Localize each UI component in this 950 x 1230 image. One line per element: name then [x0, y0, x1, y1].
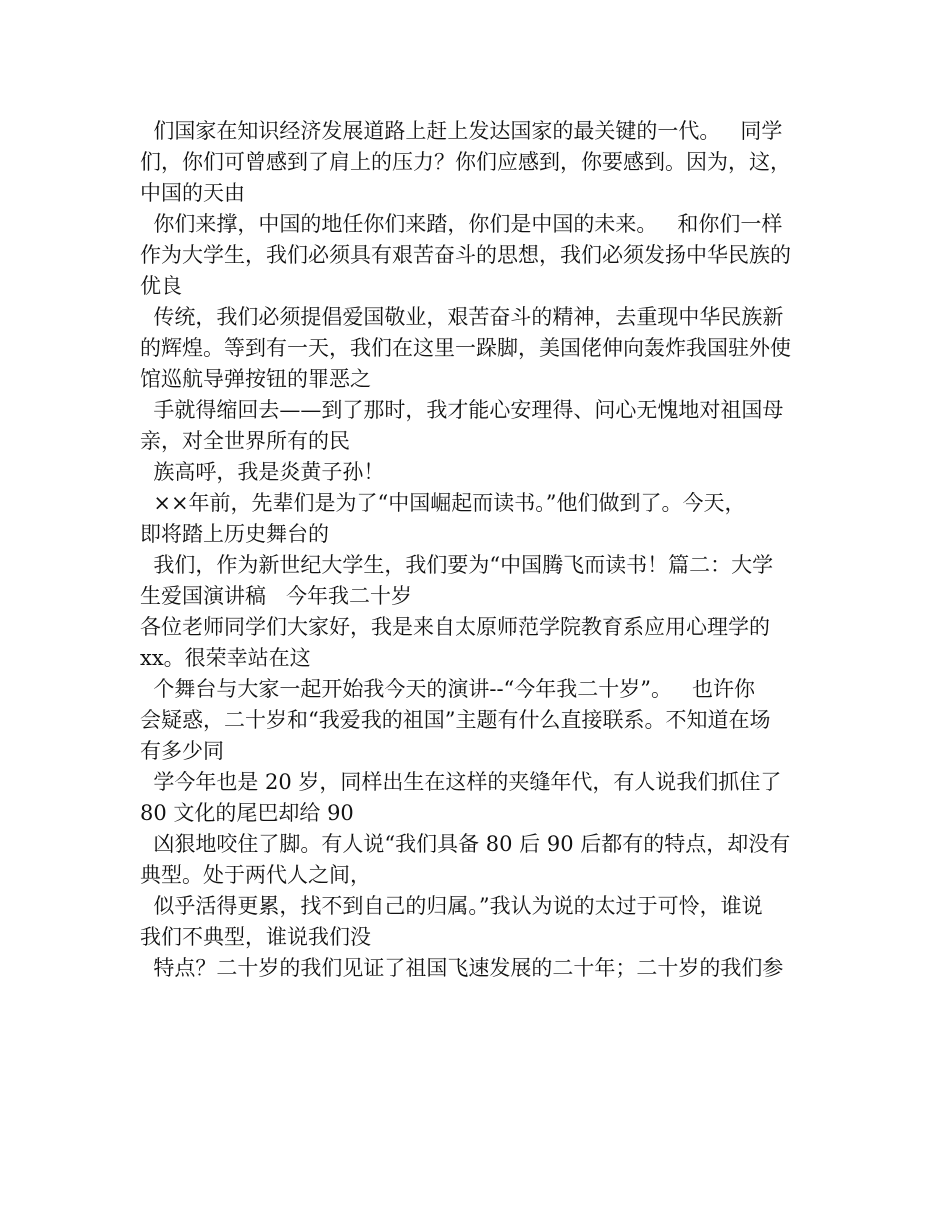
text-line: 典型。处于两代人之间， — [140, 863, 371, 887]
text-line: 会疑惑，二十岁和“我爱我的祖国”主题有什么直接联系。不知道在场 — [140, 708, 771, 732]
text-line: 凶狠地咬住了脚。有人说“我们具备 80 后 90 后都有的特点，却没有 — [140, 832, 791, 856]
text-line: 馆巡航导弹按钮的罪恶之 — [140, 367, 371, 391]
text-line: 似乎活得更累，找不到自己的归属。”我认为说的太过于可怜，谁说 — [140, 894, 763, 918]
text-line: 们，你们可曾感到了肩上的压力？你们应感到，你要感到。因为，这， — [140, 150, 791, 174]
text-line: 即将踏上历史舞台的 — [140, 522, 329, 546]
text-line: 各位老师同学们大家好，我是来自太原师范学院教育系应用心理学的 — [140, 615, 770, 639]
text-line: 特点？二十岁的我们见证了祖国飞速发展的二十年；二十岁的我们参 — [140, 956, 784, 980]
text-line: 个舞台与大家一起开始我今天的演讲--“今年我二十岁”。 也许你 — [140, 677, 756, 701]
text-line: 亲，对全世界所有的民 — [140, 429, 350, 453]
text-line: 优良 — [140, 274, 182, 298]
body-text — [140, 116, 820, 984]
text-line: 传统，我们必须提倡爱国敬业，艰苦奋斗的精神，去重现中华民族新 — [140, 305, 784, 329]
text-line: ××年前，先辈们是为了“中国崛起而读书。”他们做到了。今天， — [140, 491, 746, 515]
text-line: 我们，作为新世纪大学生，我们要为“中国腾飞而读书！篇二：大学 — [140, 553, 774, 577]
text-line: 我们不典型，谁说我们没 — [140, 925, 371, 949]
text-line: 中国的天由 — [140, 181, 245, 205]
text-line: xx。很荣幸站在这 — [140, 646, 311, 670]
text-line: 族高呼，我是炎黄子孙！ — [140, 460, 385, 484]
text-line: 生爱国演讲稿 今年我二十岁 — [140, 584, 413, 608]
text-line: 手就得缩回去——到了那时，我才能心安理得、问心无愧地对祖国母 — [140, 398, 784, 422]
text-line: 们国家在知识经济发展道路上赶上发达国家的最关键的一代。 同学 — [140, 119, 783, 143]
text-line: 80 文化的尾巴却给 90 — [140, 801, 354, 825]
text-line: 有多少同 — [140, 739, 224, 763]
text-line: 你们来撑，中国的地任你们来踏，你们是中国的未来。 和你们一样 — [140, 212, 783, 236]
text-line: 学今年也是 20 岁，同样出生在这样的夹缝年代，有人说我们抓住了 — [140, 770, 782, 794]
text-line: 作为大学生，我们必须具有艰苦奋斗的思想，我们必须发扬中华民族的 — [140, 243, 791, 267]
text-line: 的辉煌。等到有一天，我们在这里一跺脚，美国佬伸向轰炸我国驻外使 — [140, 336, 791, 360]
